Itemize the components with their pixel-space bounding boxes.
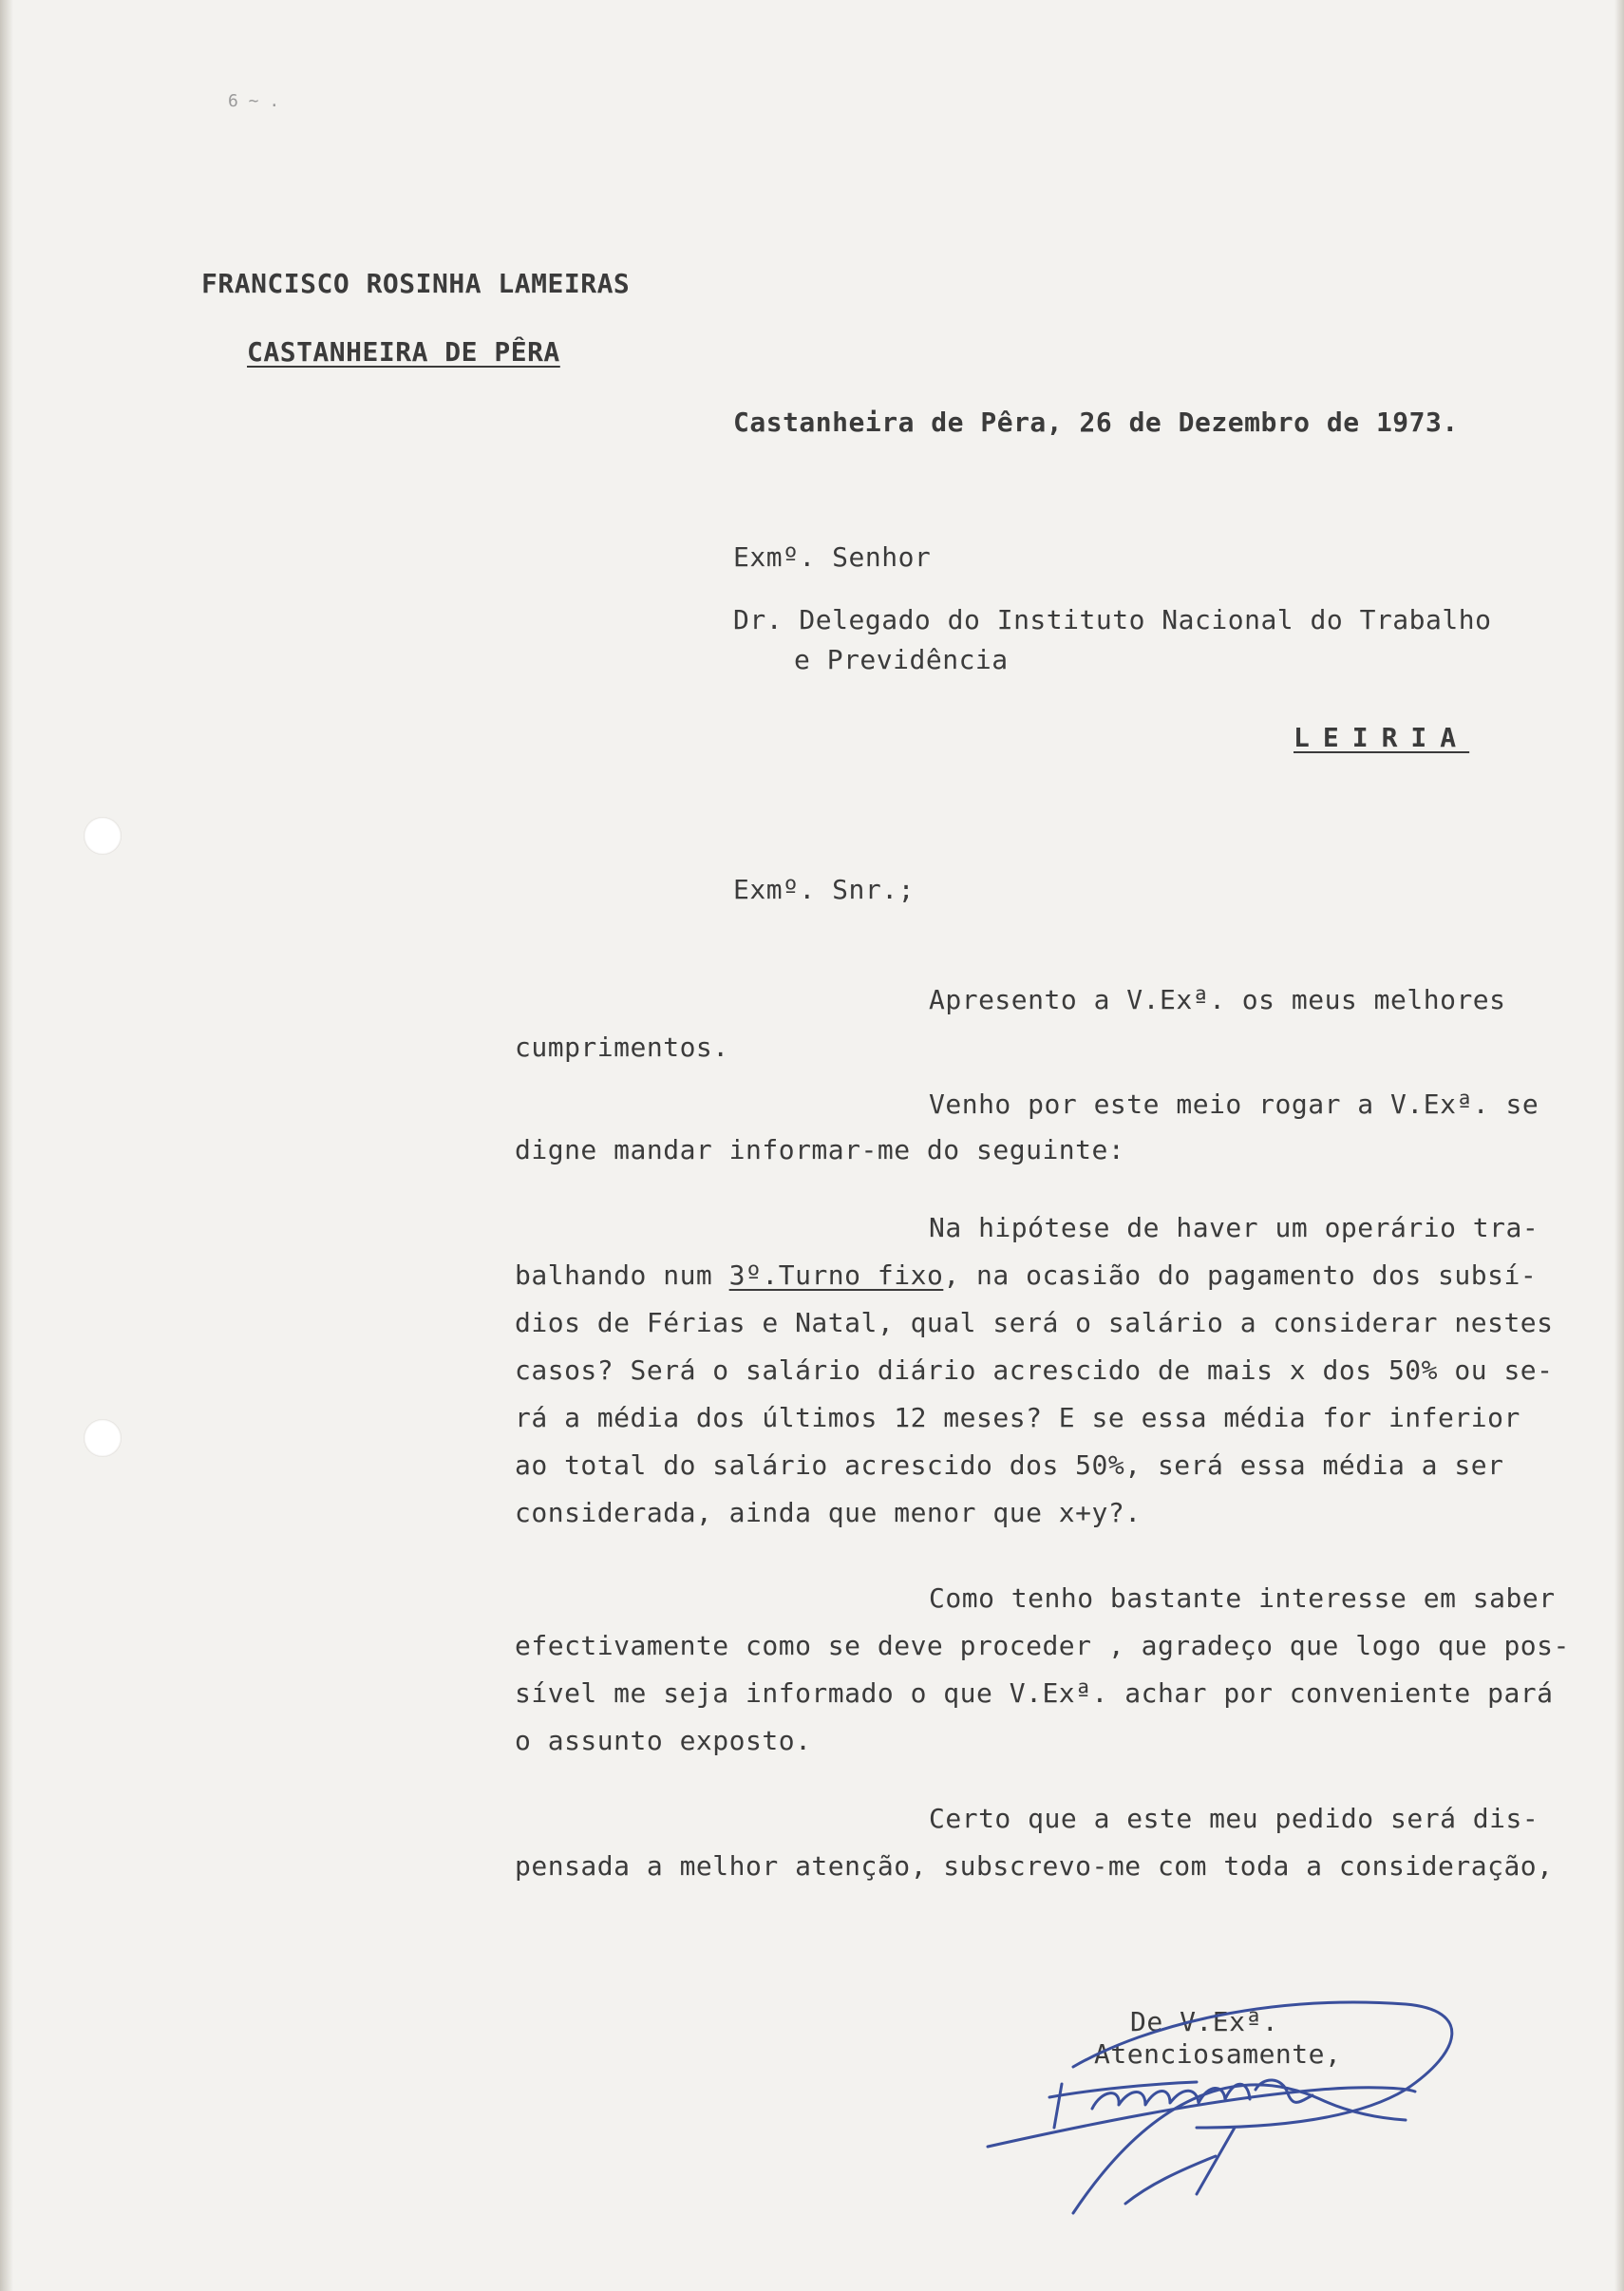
body-p3-line2 [515, 1259, 1537, 1291]
body-p5-line2: pensada a melhor atenção, subscrevo-me com toda a consideração, [515, 1850, 1554, 1882]
body-p5-line1: Certo que a este meu pedido será dis- [929, 1803, 1539, 1834]
body-p3-line2-post: , na ocasião do pagamento dos subsí- [943, 1259, 1538, 1291]
page-right-edge [1615, 0, 1624, 2291]
body-p4-line1: Como tenho bastante interesse em saber [929, 1582, 1556, 1614]
recipient-city: LEIRIA [1294, 722, 1470, 753]
body-p3-line1: Na hipótese de haver um operário tra- [929, 1212, 1539, 1243]
body-p4-line2: efectivamente como se deve proceder , agradeço que logo que pos- [515, 1630, 1570, 1661]
body-p3-line3: dios de Férias e Natal, qual será o salário a considerar nestes [515, 1307, 1554, 1338]
corner-mark: 6 ~ . [228, 91, 280, 111]
body-p3-shift-underlined: 3º.Turno fixo [728, 1259, 944, 1291]
handwritten-signature [959, 1985, 1491, 2223]
body-p3-line5: rá a média dos últimos 12 meses? E se essa média for inferior [515, 1402, 1520, 1433]
punch-hole-bottom [84, 1419, 122, 1457]
date-line: Castanheira de Pêra, 26 de Dezembro de 1973. [733, 407, 1459, 438]
body-p1-line2: cumprimentos. [515, 1032, 729, 1063]
body-p4-line3: sível me seja informado o que V.Exª. achar por conveniente pará [515, 1677, 1554, 1709]
closing-line1: De V.Exª. [1130, 2006, 1279, 2037]
recipient-title-line1: Dr. Delegado do Instituto Nacional do Trabalho [733, 604, 1492, 635]
closing-line2: Atenciosamente, [1094, 2038, 1342, 2070]
body-p4-line4: o assunto exposto. [515, 1725, 812, 1756]
punch-hole-top [84, 817, 122, 855]
greeting: Exmº. Snr.; [733, 874, 915, 905]
recipient-title-line2: e Previdência [794, 644, 1009, 675]
sender-name: FRANCISCO ROSINHA LAMEIRAS [201, 268, 631, 299]
sender-place: CASTANHEIRA DE PÊRA [247, 336, 560, 368]
body-p3-line6: ao total do salário acrescido dos 50%, será essa média a ser [515, 1449, 1504, 1481]
body-p3-line4: casos? Será o salário diário acrescido de mais x dos 50% ou se- [515, 1354, 1554, 1386]
recipient-salutation: Exmº. Senhor [733, 541, 932, 573]
body-p2-line2: digne mandar informar-me do seguinte: [515, 1134, 1125, 1165]
body-p2-line1: Venho por este meio rogar a V.Exª. se [929, 1089, 1539, 1120]
body-p3-line7: considerada, ainda que menor que x+y?. [515, 1497, 1142, 1528]
page-left-edge [0, 0, 13, 2291]
body-p1-line1: Apresento a V.Exª. os meus melhores [929, 984, 1506, 1015]
body-p3-line2-pre: balhando num [515, 1259, 729, 1291]
